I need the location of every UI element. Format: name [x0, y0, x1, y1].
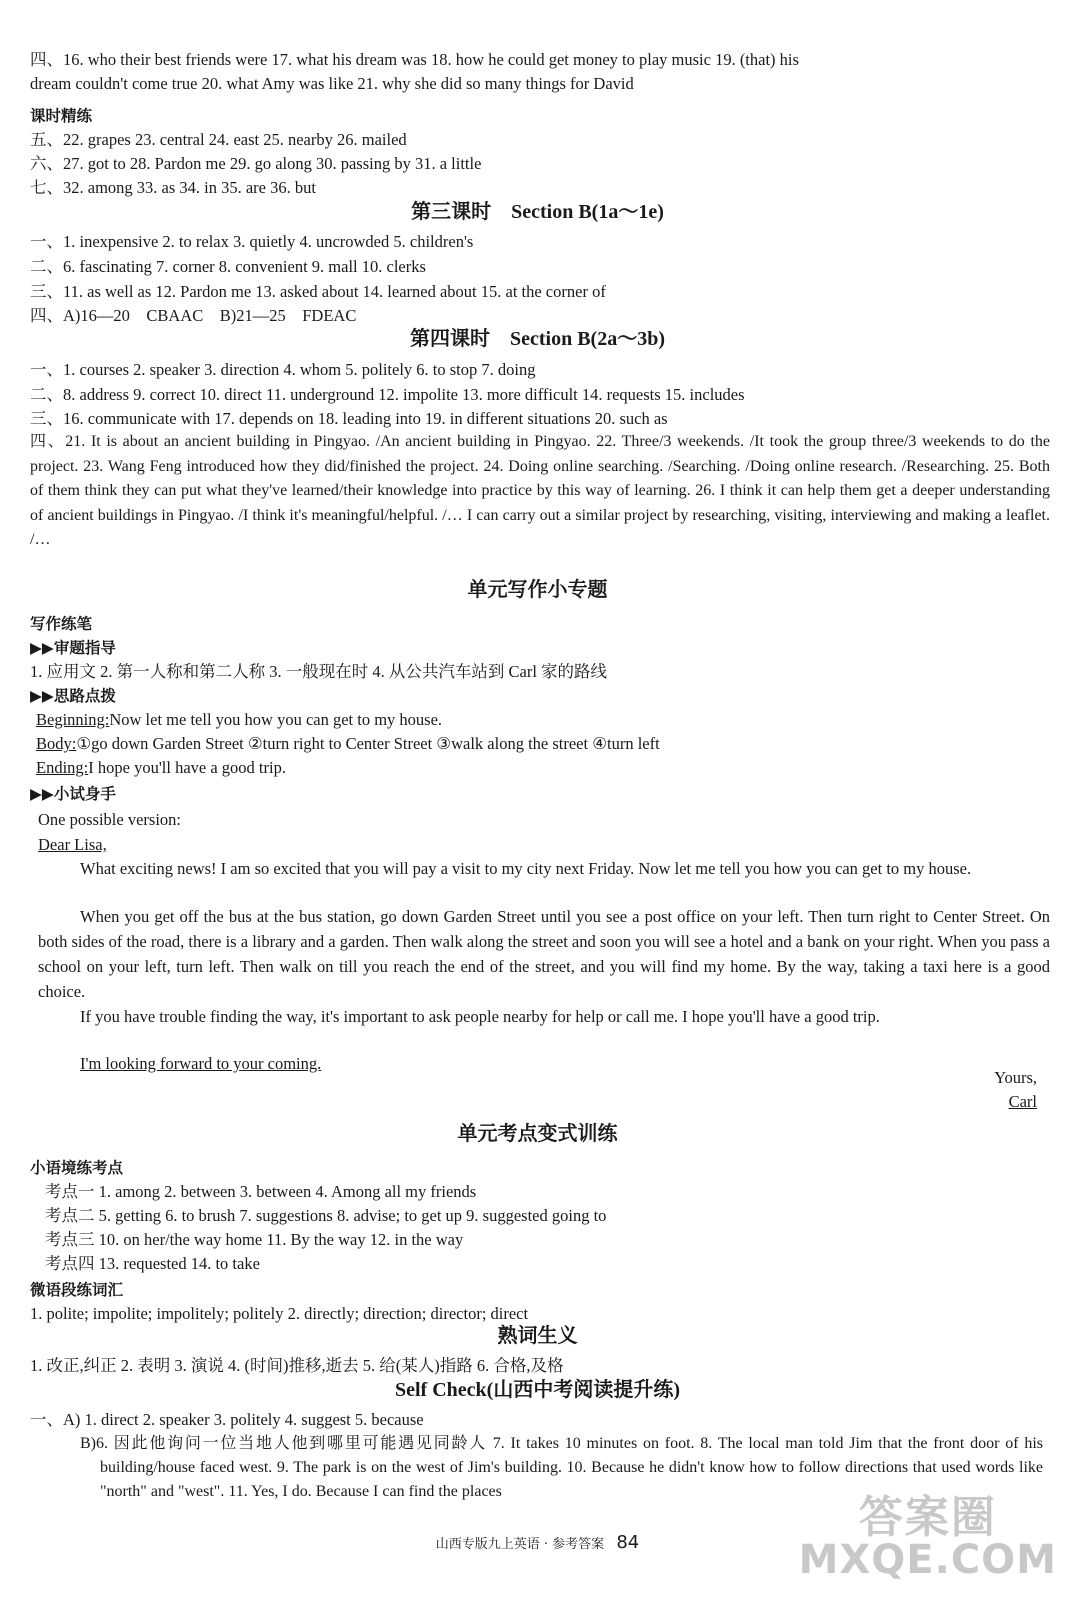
- outline-body: [36, 732, 1055, 756]
- footer-text: 山西专版九上英语 · 参考答案: [435, 1537, 605, 1552]
- subheading: ▶▶思路点拨: [30, 687, 116, 705]
- subheading: ▶▶审题指导: [30, 639, 116, 657]
- subheading: 小语境练考点: [30, 1159, 124, 1177]
- essay-closing: [80, 1052, 1055, 1076]
- outline-label: Beginning:: [36, 710, 110, 729]
- outline-text: ①go down Garden Street ②turn right to Center Street ③walk along the street ④turn left: [76, 734, 660, 753]
- answer-line: 四、A)16—20 CBAAC B)21—25 FDEAC: [30, 306, 357, 325]
- answer-line: dream couldn't come true 20. what Amy was like 21. why she did so many things for David: [30, 74, 634, 93]
- outline-text: I hope you'll have a good trip.: [88, 758, 286, 777]
- signature-name: Carl: [1008, 1092, 1037, 1111]
- answer-line: 三、16. communicate with 17. depends on 18. leading into 19. in different situations 20. such as: [30, 409, 668, 428]
- subheading: 写作练笔: [30, 615, 93, 633]
- answer-line: 七、32. among 33. as 34. in 35. are 36. but: [30, 178, 316, 197]
- answer-line: 考点二 5. getting 6. to brush 7. suggestions 8. advise; to get up 9. suggested going to: [45, 1206, 607, 1225]
- salutation: Dear Lisa,: [38, 835, 107, 854]
- answer-line: 1. 应用文 2. 第一人称和第二人称 3. 一般现在时 4. 从公共汽车站到 Carl 家的路线: [30, 662, 608, 681]
- answer-line: 考点一 1. among 2. between 3. between 4. Among all my friends: [45, 1182, 477, 1201]
- essay-paragraph: If you have trouble finding the way, it's important to ask people nearby for help or call me. I hope you'll have a good trip.: [80, 1007, 880, 1026]
- section-title: 单元考点变式训练: [457, 1123, 618, 1145]
- outline-ending: [36, 756, 1055, 780]
- outline-label: Ending:: [36, 758, 89, 777]
- watermark-line-1: 答案圈: [858, 1492, 997, 1543]
- possible-version-label: One possible version:: [38, 810, 181, 829]
- sign-off: Yours,: [994, 1068, 1037, 1087]
- answer-line: 一、1. inexpensive 2. to relax 3. quietly 4. uncrowded 5. children's: [30, 232, 474, 251]
- subheading: ▶▶小试身手: [30, 785, 116, 803]
- answer-line: 1. 改正,纠正 2. 表明 3. 演说 4. (时间)推移,逝去 5. 给(某人)指路 6. 合格,及格: [30, 1356, 564, 1375]
- outline-label: Body:: [36, 734, 77, 753]
- essay-paragraph: When you get off the bus at the bus station, go down Garden Street until you see a post office on your left. Then turn right to Center Street. On both sides of the road, there is a library and a garden. Then walk along the street and soon you will see a hotel and a bank on your right. When you pass a school on your left, turn left. Then walk on till you reach the end of the street, and you will find my home. By the way, taking a taxi here is a good choice.: [38, 907, 1050, 1001]
- answer-paragraph: B)6. 因此他询问一位当地人他到哪里可能遇见同龄人 7. It takes 10 minutes on foot. 8. The local man told Jim that the front door of his building/house faced west. 9. The park is on the west of Jim's building. 10. Because he didn't know how to follow directions that used words like "north" and "west". 11. Yes, I do. Because I can find the places: [80, 1435, 1043, 1500]
- outline-text: Now let me tell you how you can get to my house.: [109, 710, 443, 729]
- section-title: 第四课时 Section B(2a～3b): [410, 328, 665, 350]
- outline-beginning: [36, 708, 1055, 732]
- answer-line: 二、6. fascinating 7. corner 8. convenient 9. mall 10. clerks: [30, 257, 426, 276]
- section-title: Self Check(山西中考阅读提升练): [395, 1379, 680, 1401]
- answer-line: 1. polite; impolite; impolitely; politely 2. directly; direction; director; direct: [30, 1304, 529, 1323]
- section-title: 第三课时 Section B(1a～1e): [411, 201, 664, 223]
- answer-line: 二、8. address 9. correct 10. direct 11. underground 12. impolite 13. more difficult 14. requests 15. includes: [30, 385, 745, 404]
- answer-line: 六、27. got to 28. Pardon me 29. go along 30. passing by 31. a little: [30, 154, 482, 173]
- answer-line: 一、1. courses 2. speaker 3. direction 4. whom 5. politely 6. to stop 7. doing: [30, 360, 536, 379]
- answer-line: 一、A) 1. direct 2. speaker 3. politely 4. suggest 5. because: [30, 1410, 424, 1429]
- page-number: 84: [616, 1532, 640, 1553]
- answer-line: 五、22. grapes 23. central 24. east 25. nearby 26. mailed: [30, 130, 407, 149]
- watermark-logo: [798, 1492, 1057, 1583]
- answer-line: 考点四 13. requested 14. to take: [45, 1254, 260, 1273]
- subheading: 课时精练: [30, 107, 93, 125]
- section-title: 单元写作小专题: [467, 579, 608, 601]
- section-title: 熟词生义: [497, 1325, 578, 1347]
- watermark-line-2: MXQE.COM: [798, 1537, 1057, 1583]
- answer-paragraph: 四、21. It is about an ancient building in Pingyao. /An ancient building in Pingyao. 22. Three/3 weekends. /It took the group three/3 weekends to do the project. 23. Wang Feng introduced how they did/finished the project. 24. Doing online searching. /Searching. /Doing online research. /Researching. 25. Both of them think they can put what they've learned/their knowledge into practice by this way of learning. 26. I think it can help them get a deeper understanding of ancient buildings in Pingyao. /I think it's meaningful/helpful. /… I can carry out a similar project by researching, visiting, interviewing and making a leaflet. /…: [30, 433, 1050, 548]
- answer-line: 四、16. who their best friends were 17. what his dream was 18. how he could get money to play music 19. (that) his: [30, 50, 799, 69]
- closing-line: I'm looking forward to your coming.: [80, 1054, 322, 1073]
- answer-line: 考点三 10. on her/the way home 11. By the way 12. in the way: [45, 1230, 464, 1249]
- essay-paragraph: What exciting news! I am so excited that you will pay a visit to my city next Friday. Now let me tell you how you can get to my house.: [80, 859, 972, 878]
- subheading: 微语段练词汇: [30, 1281, 124, 1299]
- answer-line: 三、11. as well as 12. Pardon me 13. asked about 14. learned about 15. at the corner of: [30, 282, 606, 301]
